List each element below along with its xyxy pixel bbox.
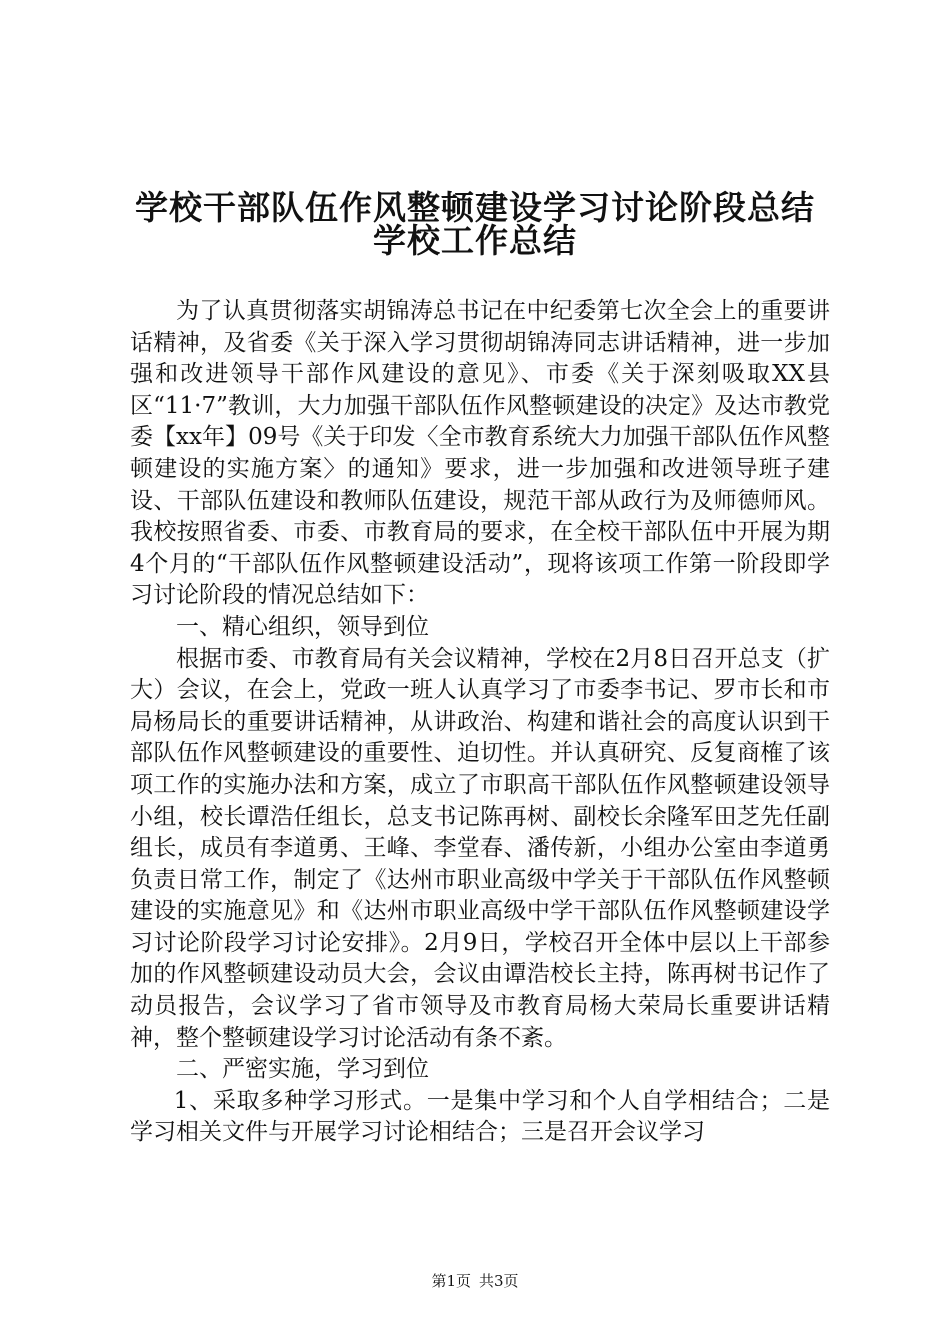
body-paragraph-organization: 根据市委、市教育局有关会议精神，学校在2月8日召开总支（扩大）会议，在会上，党政一班人认真学习了市委李书记、罗市长和市局杨局长的重要讲话精神，从讲政治、构建和谐社会的高度认识到干部队伍作风整顿建设的重要性、迫切性。并认真研究、反复商榷了该项工作的实施办法和方案，成立了市职高干部队伍作风整顿建设领导小组，校长谭浩任组长，总支书记陈再树、副校长余隆军田芝先任副组长，成员有李道勇、王峰、李堂春、潘传新，小组办公室由李道勇负责日常工作，制定了《达州市职业高级中学关于干部队伍作风整顿建设的实施意见》和《达州市职业高级中学干部队伍作风整顿建设学习讨论阶段学习讨论安排》。2月9日，学校召开全体中层以上干部参加的作风整顿建设动员大会，会议由谭浩校长主持，陈再树书记作了动员报告，会议学习了省市领导及市教育局杨大荣局长重要讲话精神，整个整顿建设学习讨论活动有条不紊。	[130, 645, 830, 1051]
body-paragraph-study-forms: 1、采取多种学习形式。一是集中学习和个人自学相结合；二是学习相关文件与开展学习讨论相结合；三是召开会议学习	[130, 1087, 830, 1146]
body-paragraph-intro: 为了认真贯彻落实胡锦涛总书记在中纪委第七次全会上的重要讲话精神，及省委《关于深入学习贯彻胡锦涛同志讲话精神，进一步加强和改进领导干部作风建设的意见》、市委《关于深刻吸取XX县区“11·7”教训，大力加强干部队伍作风整顿建设的决定》及达市教党委【xx年】09号《关于印发〈全市教育系统大力加强干部队伍作风整顿建设的实施方案〉的通知》要求，进一步加强和改进领导班子建设、干部队伍建设和教师队伍建设，规范干部从政行为及师德师风。我校按照省委、市委、市教育局的要求，在全校干部队伍中开展为期4个月的“干部队伍作风整顿建设活动”，现将该项工作第一阶段即学习讨论阶段的情况总结如下：	[130, 298, 830, 609]
page-number: 第1页	[431, 1272, 471, 1290]
section-heading-2: 二、严密实施，学习到位	[176, 1056, 429, 1083]
document-body	[130, 296, 830, 1149]
page-footer	[0, 1271, 950, 1291]
section-heading-1: 一、精心组织，领导到位	[176, 613, 429, 640]
document-title: 学校干部队伍作风整顿建设学习讨论阶段总结	[135, 188, 815, 227]
page-total: 共3页	[479, 1272, 519, 1290]
document-subtitle: 学校工作总结	[373, 221, 577, 260]
